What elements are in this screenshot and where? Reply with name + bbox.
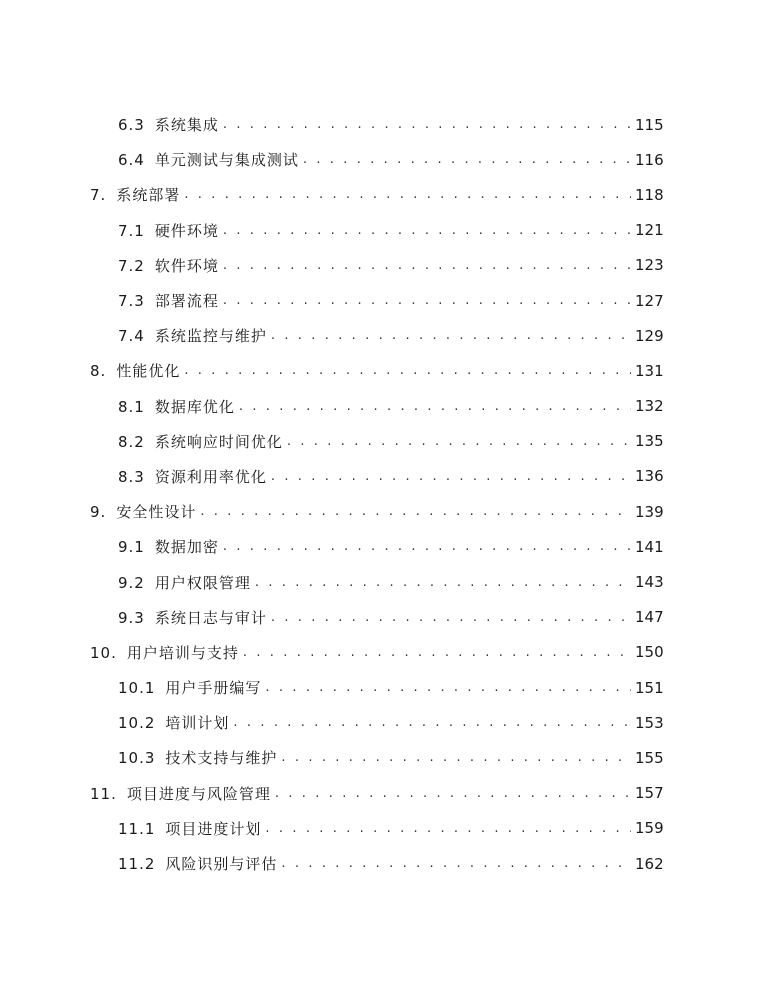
toc-entry-heading	[118, 572, 253, 593]
toc-entry-heading	[118, 818, 263, 839]
toc-entry-heading	[118, 747, 279, 768]
toc-entry-heading	[118, 290, 221, 311]
toc-entry[interactable]	[0, 564, 765, 599]
dot-leader	[223, 539, 631, 554]
toc-entry-title: 单元测试与集成测试	[154, 151, 299, 170]
toc-entry-heading	[118, 466, 269, 487]
toc-entry-page-number: 123	[635, 256, 664, 275]
dot-leader	[255, 575, 631, 590]
toc-entry[interactable]	[0, 353, 765, 388]
toc-entry[interactable]	[0, 705, 765, 740]
toc-entry-heading	[90, 501, 198, 522]
toc-entry-page-number: 132	[635, 397, 664, 416]
toc-entry-number: 9.1	[118, 538, 145, 557]
dot-leader	[287, 434, 631, 449]
toc-entry-heading	[118, 114, 221, 135]
toc-entry-heading	[118, 536, 221, 557]
dot-leader	[233, 715, 631, 730]
dot-leader	[281, 750, 631, 765]
toc-entry-title: 技术支持与维护	[165, 749, 278, 768]
toc-entry-page-number: 118	[635, 185, 664, 204]
dot-leader	[265, 680, 631, 695]
toc-entry-page-number: 141	[635, 537, 664, 556]
toc-entry-page-number: 136	[635, 467, 664, 486]
toc-entry-number: 9.3	[118, 608, 145, 627]
toc-entry-page-number: 157	[635, 784, 664, 803]
toc-entry-heading	[90, 360, 182, 381]
toc-entry-title: 用户培训与支持	[126, 643, 239, 662]
dot-leader	[223, 258, 631, 273]
toc-entry-title: 用户权限管理	[154, 573, 251, 592]
dot-leader	[303, 152, 631, 167]
toc-entry-title: 系统响应时间优化	[154, 432, 283, 451]
toc-entry-page-number: 153	[635, 713, 664, 732]
toc-entry-number: 10.2	[118, 714, 156, 733]
toc-entry-number: 9.	[90, 503, 107, 522]
toc-entry[interactable]	[0, 740, 765, 775]
toc-entry-title: 系统日志与审计	[154, 608, 267, 627]
toc-entry-heading	[118, 325, 269, 346]
toc-entry-page-number: 155	[635, 748, 664, 767]
toc-entry-number: 10.1	[118, 679, 156, 698]
toc-entry-page-number: 139	[635, 502, 664, 521]
toc-entry-heading	[118, 853, 279, 874]
toc-entry-heading	[118, 607, 269, 628]
toc-entry-number: 7.1	[118, 221, 145, 240]
toc-entry[interactable]	[0, 283, 765, 318]
toc-entry[interactable]	[0, 213, 765, 248]
toc-entry-heading	[118, 712, 231, 733]
toc-entry[interactable]	[0, 389, 765, 424]
toc-entry-page-number: 147	[635, 608, 664, 627]
toc-entry[interactable]	[0, 424, 765, 459]
toc-entry[interactable]	[0, 318, 765, 353]
toc-entry[interactable]	[0, 459, 765, 494]
toc-entry[interactable]	[0, 529, 765, 564]
toc-entry-title: 安全性设计	[116, 503, 197, 522]
dot-leader	[281, 856, 631, 871]
toc-entry-page-number: 116	[635, 150, 664, 169]
toc-entry-number: 10.	[90, 643, 117, 662]
dot-leader	[265, 821, 631, 836]
toc-entry[interactable]	[0, 177, 765, 212]
toc-entry-title: 数据加密	[154, 538, 219, 557]
toc-entry-title: 风险识别与评估	[165, 855, 278, 874]
toc-entry-number: 8.1	[118, 397, 145, 416]
toc-entry-number: 8.	[90, 362, 107, 381]
dot-leader	[243, 645, 631, 660]
toc-entry-number: 7.2	[118, 256, 145, 275]
toc-entry-number: 8.2	[118, 432, 145, 451]
toc-entry[interactable]	[0, 670, 765, 705]
toc-entry-page-number: 150	[635, 643, 664, 662]
toc-entry-number: 11.	[90, 784, 117, 803]
dot-leader	[271, 469, 631, 484]
dot-leader	[271, 610, 631, 625]
toc-entry-title: 项目进度计划	[165, 819, 262, 838]
toc-entry-heading	[118, 149, 301, 170]
toc-entry[interactable]	[0, 494, 765, 529]
toc-entry-heading	[118, 677, 263, 698]
toc-entry-title: 数据库优化	[154, 397, 235, 416]
toc-entry-heading	[90, 642, 241, 663]
toc-entry-heading	[90, 783, 273, 804]
toc-entry-number: 9.2	[118, 573, 145, 592]
toc-entry-title: 用户手册编写	[165, 679, 262, 698]
dot-leader	[200, 504, 631, 519]
toc-entry-title: 系统集成	[154, 116, 219, 135]
toc-entry-title: 部署流程	[154, 292, 219, 311]
dot-leader	[184, 363, 631, 378]
toc-entry-page-number: 131	[635, 361, 664, 380]
toc-entry[interactable]	[0, 776, 765, 811]
toc-entry-heading	[118, 255, 221, 276]
toc-entry-title: 硬件环境	[154, 221, 219, 240]
toc-entry-title: 培训计划	[165, 714, 230, 733]
table-of-contents	[0, 107, 765, 881]
toc-entry[interactable]	[0, 635, 765, 670]
dot-leader	[271, 328, 631, 343]
toc-entry-page-number: 121	[635, 221, 664, 240]
dot-leader	[184, 187, 631, 202]
toc-entry-number: 7.3	[118, 292, 145, 311]
toc-entry-number: 7.	[90, 186, 107, 205]
toc-entry[interactable]	[0, 600, 765, 635]
toc-entry-number: 7.4	[118, 327, 145, 346]
dot-leader	[223, 293, 631, 308]
toc-entry-page-number: 143	[635, 573, 664, 592]
toc-entry-number: 10.3	[118, 749, 156, 768]
toc-entry-title: 系统部署	[116, 186, 181, 205]
toc-entry-page-number: 115	[635, 115, 664, 134]
toc-entry-page-number: 159	[635, 819, 664, 838]
toc-entry-page-number: 135	[635, 432, 664, 451]
toc-entry[interactable]	[0, 107, 765, 142]
dot-leader	[223, 117, 631, 132]
toc-entry-page-number: 129	[635, 326, 664, 345]
toc-entry-title: 资源利用率优化	[154, 467, 267, 486]
toc-entry[interactable]	[0, 811, 765, 846]
toc-entry-number: 11.1	[118, 819, 156, 838]
toc-entry-number: 6.4	[118, 151, 145, 170]
toc-entry-number: 6.3	[118, 116, 145, 135]
toc-entry-page-number: 127	[635, 291, 664, 310]
dot-leader	[275, 786, 631, 801]
toc-entry-number: 11.2	[118, 855, 156, 874]
toc-entry-page-number: 162	[635, 854, 664, 873]
toc-entry-heading	[118, 431, 285, 452]
toc-entry-heading	[90, 184, 182, 205]
dot-leader	[239, 399, 631, 414]
toc-entry[interactable]	[0, 846, 765, 881]
toc-entry-title: 软件环境	[154, 256, 219, 275]
toc-entry-title: 项目进度与风险管理	[126, 784, 271, 803]
toc-entry[interactable]	[0, 142, 765, 177]
toc-entry-heading	[118, 220, 221, 241]
toc-entry-number: 8.3	[118, 467, 145, 486]
toc-entry[interactable]	[0, 248, 765, 283]
toc-entry-heading	[118, 396, 237, 417]
toc-entry-page-number: 151	[635, 678, 664, 697]
dot-leader	[223, 223, 631, 238]
toc-entry-title: 性能优化	[116, 362, 181, 381]
toc-entry-title: 系统监控与维护	[154, 327, 267, 346]
